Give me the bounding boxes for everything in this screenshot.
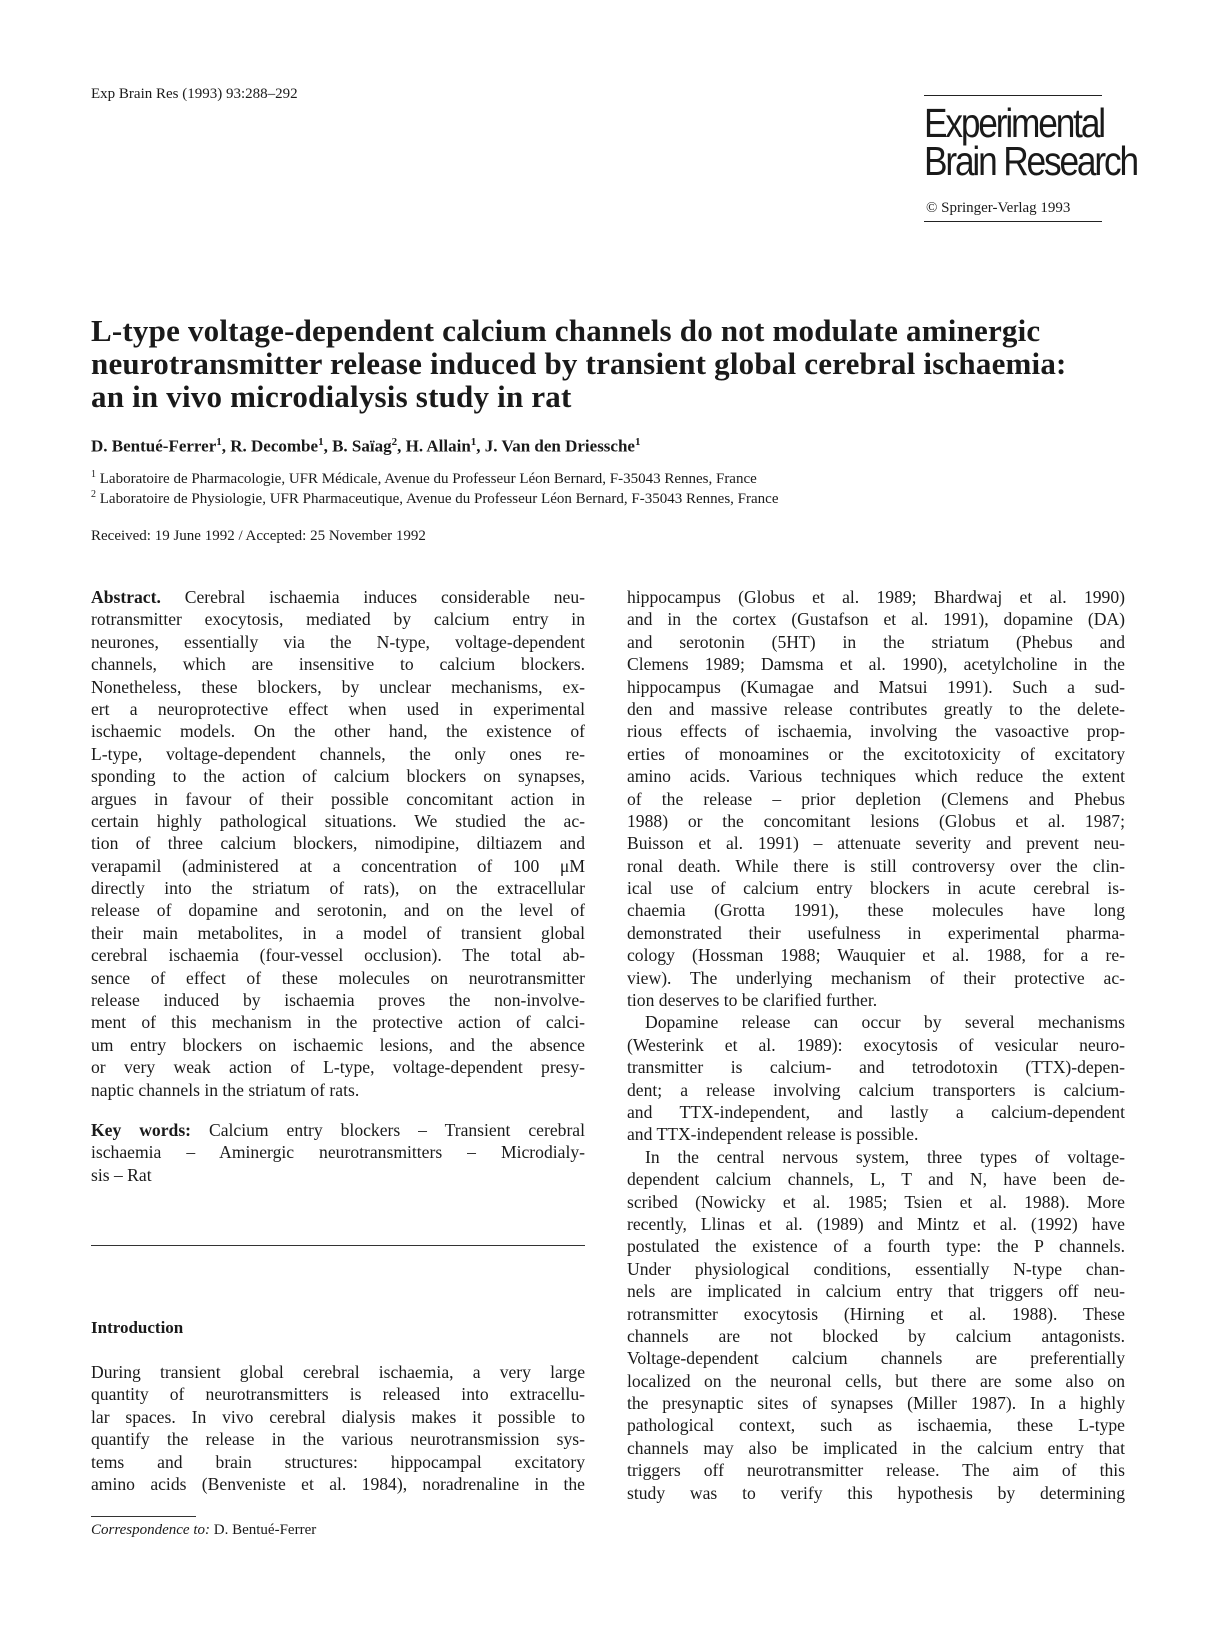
- author-affiliation-mark: 2: [391, 436, 398, 448]
- author-name: D. Bentué-Ferrer: [91, 436, 217, 456]
- text-line: [91, 586, 585, 608]
- text-line: quantity of neurotransmitters is released into extracellu-: [91, 1384, 585, 1405]
- text-line: scribed (Nowicky et al. 1985; Tsien et al. 1988). More: [627, 1191, 1125, 1212]
- text-line: argues in favour of their possible concomitant action in: [91, 788, 585, 809]
- author-name: H. Allain: [405, 436, 471, 456]
- correspondence-footnote: [91, 1522, 316, 1539]
- text-segment: Cerebral ischaemia induces considerable neu-: [160, 587, 585, 607]
- title-line: an in vivo microdialysis study in rat: [91, 379, 572, 414]
- journal-rule-bottom: [924, 221, 1102, 222]
- keywords: [91, 1119, 585, 1186]
- text-line: 1988) or the concomitant lesions (Globus et al. 1987;: [627, 810, 1125, 831]
- text-line: and TTX-independent release is possible.: [627, 1124, 919, 1145]
- text-line: tion of three calcium blockers, nimodipine, diltiazem and: [91, 833, 585, 854]
- text-line: hippocampus (Kumagae and Matsui 1991). Such a sud-: [627, 676, 1125, 697]
- text-line: ronal death. While there is still controversy over the clin-: [627, 855, 1125, 876]
- text-line: release of dopamine and serotonin, and on the level of: [91, 900, 585, 921]
- paper-title: [91, 314, 1131, 413]
- text-line: directly into the striatum of rats), on the extracellular: [91, 878, 585, 899]
- affiliation: [91, 489, 778, 508]
- journal-citation: Exp Brain Res (1993) 93:288–292: [91, 86, 298, 102]
- text-line: Clemens 1989; Damsma et al. 1990), acetylcholine in the: [627, 654, 1125, 675]
- section-heading-introduction: Introduction: [91, 1318, 184, 1337]
- title-line: L-type voltage-dependent calcium channels do not modulate aminergic: [91, 313, 1041, 348]
- text-line: Dopamine release can occur by several mechanisms: [645, 1012, 1125, 1033]
- text-segment: Calcium entry blockers – Transient cerebral: [191, 1119, 585, 1140]
- text-line: or very weak action of L-type, voltage-dependent presy-: [91, 1057, 585, 1078]
- text-line: channels may also be implicated in the calcium entry that: [627, 1437, 1125, 1458]
- affiliation-mark: 1: [91, 469, 96, 480]
- text-line: ert a neuroprotective effect when used in experimental: [91, 698, 585, 719]
- copyright-notice: © Springer-Verlag 1993: [926, 200, 1071, 216]
- abstract-column: [91, 586, 585, 1186]
- text-line: In the central nervous system, three types of voltage-: [645, 1146, 1125, 1167]
- affiliation-mark: 2: [91, 489, 96, 500]
- text-line: their main metabolites, in a model of transient global: [91, 922, 585, 943]
- text-line: rotransmitter exocytosis (Hirning et al. 1988). These: [627, 1303, 1125, 1324]
- text-line: neurones, essentially via the N-type, voltage-dependent: [91, 631, 585, 652]
- text-line: and in the cortex (Gustafson et al. 1991), dopamine (DA): [627, 609, 1125, 630]
- text-line: triggers off neurotransmitter release. The aim of this: [627, 1460, 1125, 1481]
- author-affiliation-mark: 1: [318, 436, 324, 448]
- text-line: pathological context, such as ischaemia, these L-type: [627, 1415, 1125, 1436]
- journal-logo: [924, 100, 1137, 184]
- text-line: Voltage-dependent calcium channels are preferentially: [627, 1348, 1125, 1369]
- text-line: um entry blockers on ischaemic lesions, and the absence: [91, 1034, 585, 1055]
- text-line: erties of monoamines or the excitotoxicity of excitatory: [627, 743, 1125, 764]
- author-list: D. Bentué-Ferrer$^1$, R. Decombe$^1$, B. Saïag$^2$, H. Allain$^1$, J. Van den Driessche$^1$: [91, 436, 641, 456]
- text-line: hippocampus (Globus et al. 1989; Bhardwaj et al. 1990): [627, 587, 1125, 607]
- text-line: dependent calcium channels, L, T and N, have been de-: [627, 1169, 1125, 1190]
- text-line: quantify the release in the various neurotransmission sys-: [91, 1429, 585, 1450]
- text-line: ischaemia – Aminergic neurotransmitters – Microdialy-: [91, 1142, 585, 1163]
- text-line: Under physiological conditions, essentially N-type chan-: [627, 1258, 1125, 1279]
- text-line: channels are not blocked by calcium antagonists.: [627, 1325, 1125, 1346]
- author-affiliation-mark: 1: [634, 436, 641, 448]
- text-line: tion deserves to be clarified further.: [627, 990, 878, 1011]
- affiliation: [91, 469, 757, 488]
- footnote-label: Correspondence to:: [91, 1522, 211, 1538]
- text-line: study was to verify this hypothesis by determining: [627, 1482, 1125, 1503]
- author-name: B. Saïag: [332, 436, 392, 456]
- author-name: J. Van den Driessche: [484, 436, 635, 456]
- title-line: neurotransmitter release induced by transient global cerebral ischaemia:: [91, 346, 1067, 381]
- text-line: verapamil (administered at a concentration of 100 μM: [91, 855, 585, 876]
- text-line: ischaemic models. On the other hand, the existence of: [91, 721, 585, 742]
- text-line: the presynaptic sites of synapses (Miller 1987). In a highly: [627, 1393, 1125, 1414]
- journal-rule-top: [924, 95, 1102, 96]
- section-divider: [91, 1245, 585, 1246]
- text-line: naptic channels in the striatum of rats.: [91, 1079, 360, 1100]
- text-line: ical use of calcium entry blockers in acute cerebral is-: [627, 878, 1125, 899]
- text-line: cerebral ischaemia (four-vessel occlusion). The total ab-: [91, 945, 585, 966]
- text-line: demonstrated their usefulness in experimental pharma-: [627, 922, 1125, 943]
- text-line: lar spaces. In vivo cerebral dialysis makes it possible to: [91, 1406, 585, 1427]
- text-line: dent; a release involving calcium transporters is calcium-: [627, 1079, 1125, 1100]
- abstract-label: Abstract.: [91, 587, 161, 607]
- text-line: Nonetheless, these blockers, by unclear mechanisms, ex-: [91, 676, 585, 697]
- affiliation-text: Laboratoire de Pharmacologie, UFR Médicale, Avenue du Professeur Léon Bernard, F-35043 Rennes, France: [99, 471, 757, 487]
- text-line: ment of this mechanism in the protective action of calci-: [91, 1012, 585, 1033]
- abstract: [91, 586, 585, 1101]
- text-line: and TTX-independent, and lastly a calcium-dependent: [627, 1101, 1125, 1122]
- author-affiliation-mark: 1: [470, 436, 477, 448]
- text-line: sponding to the action of calcium blockers on synapses,: [91, 766, 585, 787]
- text-line: channels, which are insensitive to calcium blockers.: [91, 654, 585, 675]
- text-line: rious effects of ischaemia, involving the vasoactive prop-: [627, 721, 1125, 742]
- journal-logo-line-1: Experimental: [924, 100, 1104, 146]
- text-line: sence of effect of these molecules on neurotransmitter: [91, 967, 585, 988]
- text-line: view). The underlying mechanism of their protective ac-: [627, 967, 1125, 988]
- text-line: [91, 1119, 585, 1141]
- journal-logo-line-2: Brain Research: [924, 138, 1137, 184]
- received-accepted-dates: Received: 19 June 1992 / Accepted: 25 November 1992: [91, 528, 426, 544]
- text-line: L-type, voltage-dependent channels, the only ones re-: [91, 743, 585, 764]
- affiliation-text: Laboratoire de Physiologie, UFR Pharmaceutique, Avenue du Professeur Léon Bernard, F-35043 Rennes, France: [99, 491, 779, 507]
- author-name: R. Decombe: [230, 436, 319, 456]
- footnote-rule: [91, 1516, 196, 1517]
- text-line: and serotonin (5HT) in the striatum (Phebus and: [627, 631, 1125, 652]
- text-line: of the release – prior depletion (Clemens and Phebus: [627, 788, 1125, 809]
- text-line: Buisson et al. 1991) – attenuate severity and prevent neu-: [627, 833, 1125, 854]
- text-line: nels are implicated in calcium entry that triggers off neu-: [627, 1281, 1125, 1302]
- text-line: cology (Hossman 1988; Wauquier et al. 1988, for a re-: [627, 945, 1125, 966]
- text-line: transmitter is calcium- and tetrodotoxin (TTX)-depen-: [627, 1057, 1125, 1078]
- right-text-column: [627, 586, 1125, 1504]
- text-line: release induced by ischaemia proves the non-involve-: [91, 990, 585, 1011]
- text-line: recently, Llinas et al. (1989) and Mintz et al. (1992) have: [627, 1213, 1125, 1234]
- text-line: postulated the existence of a fourth type: the P channels.: [627, 1236, 1125, 1257]
- author-affiliation-mark: 1: [216, 436, 222, 448]
- text-line: amino acids. Various techniques which reduce the extent: [627, 766, 1125, 787]
- text-line: rotransmitter exocytosis, mediated by calcium entry in: [91, 609, 585, 630]
- introduction-text: [91, 1361, 585, 1495]
- footnote-text: D. Bentué-Ferrer: [210, 1522, 317, 1538]
- text-line: During transient global cerebral ischaemia, a very large: [91, 1362, 585, 1382]
- text-line: localized on the neuronal cells, but there are some also on: [627, 1370, 1125, 1391]
- text-line: den and massive release contributes greatly to the delete-: [627, 698, 1125, 719]
- text-line: tems and brain structures: hippocampal excitatory: [91, 1451, 585, 1472]
- text-line: (Westerink et al. 1989): exocytosis of vesicular neuro-: [627, 1034, 1125, 1055]
- text-line: chaemia (Grotta 1991), these molecules have long: [627, 900, 1125, 921]
- text-line: sis – Rat: [91, 1164, 152, 1185]
- text-line: certain highly pathological situations. We studied the ac-: [91, 810, 585, 831]
- text-line: amino acids (Benveniste et al. 1984), noradrenaline in the: [91, 1473, 585, 1494]
- keywords-label: Key words:: [91, 1119, 192, 1140]
